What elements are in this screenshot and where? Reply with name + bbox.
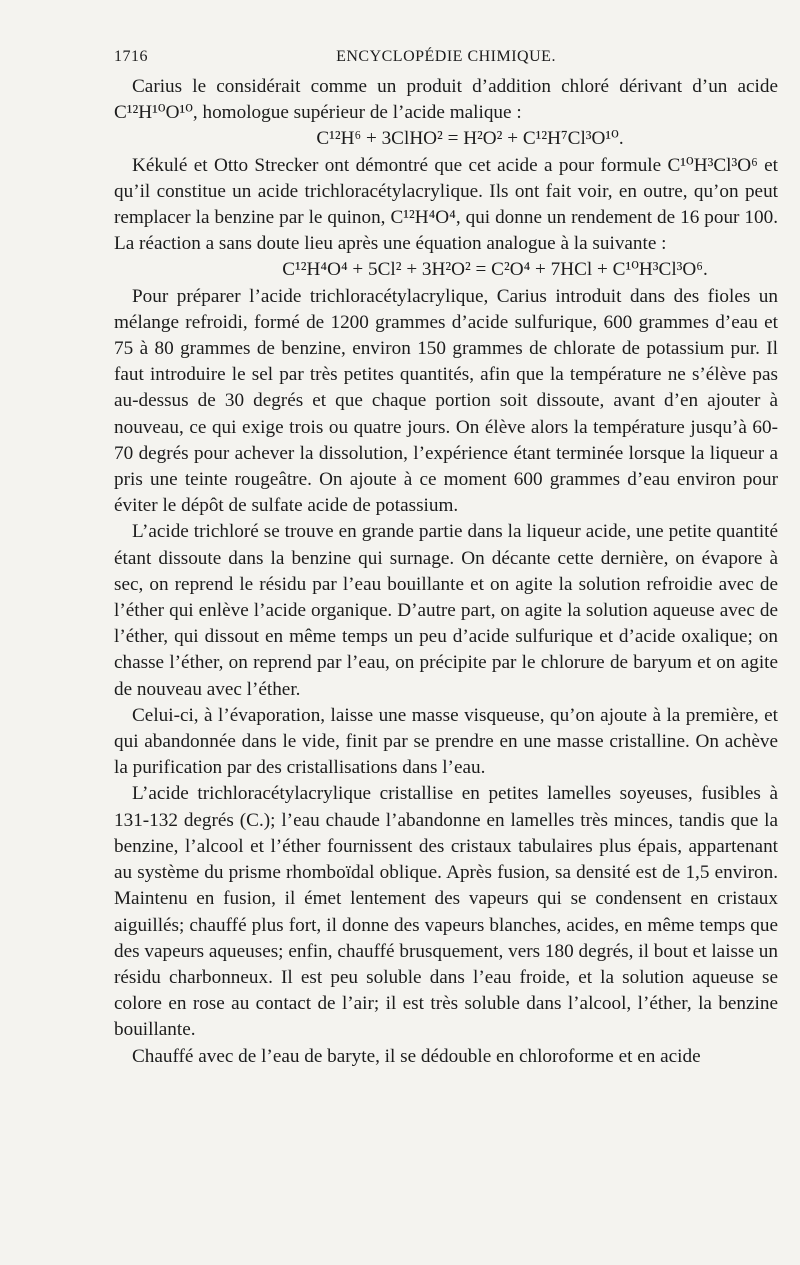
running-title: ENCYCLOPÉDIE CHIMIQUE. [336,48,556,65]
paragraph-6: L’acide trichloracétylacrylique cristallise en petites lamelles soyeuses, fusibles à 131-132 degrés (C.); l’eau chaude l’abandonne en lamelles très minces, tandis que la benzine, l’alcool et l’éther fournissent des cristaux tabulaires plus épais, appartenant au système du prisme rhomboïdal oblique. Après fusion, sa densité est de 1,5 environ. Maintenu en fusion, il émet lentement des vapeurs qui se condensent en cristaux aiguillés; chauffé plus fort, il donne des vapeurs blanches, acides, en même temps que des vapeurs aqueuses; enfin, chauffé brusquement, vers 180 degrés, il bout et laisse un résidu charbonneux. Il est peu soluble dans l’eau froide, et la solution aqueuse se colore en rose au contact de l’air; il est très soluble dans l’alcool, l’éther, la benzine bouillante. [114,783,778,1041]
paragraph-1: Carius le considérait comme un produit d’addition chloré dérivant d’un acide C¹²H¹⁰O¹⁰, homologue supérieur de l’acide malique : [114,76,778,124]
formula-1: C¹²H⁶ + 3ClHO² = H²O² + C¹²H⁷Cl³O¹⁰. [316,128,624,150]
paragraph-3: Pour préparer l’acide trichloracétylacrylique, Carius introduit dans des fioles un mélange refroidi, formé de 1200 grammes d’acide sulfurique, 600 grammes d’eau et 75 à 80 grammes de benzine, environ 150 grammes de chlorate de potassium pur. Il faut introduire le sel par très petites quantités, afin que la température ne s’élève pas au-dessus de 30 degrés et que chaque portion soit dissoute, avant d’en ajouter à nouveau, ce qui exige trois ou quatre jours. On élève alors la température jusqu’à 60-70 degrés pour achever la dissolution, l’expérience étant terminée lorsque la liqueur a pris une teinte rougeâtre. On ajoute à ce moment 600 grammes d’eau environ pour éviter le dépôt de sulfate acide de potassium. [114,285,778,517]
text-body [114,74,778,1070]
paragraph-2: Kékulé et Otto Strecker ont démontré que cet acide a pour formule C¹⁰H³Cl³O⁶ et qu’il constitue un acide trichloracétylacrylique. Ils ont fait voir, en outre, qu’on peut remplacer la benzine par le quinon, C¹²H⁴O⁴, qui donne un rendement de 16 pour 100. La réaction a sans doute lieu après une équation analogue à la suivante : [114,154,778,255]
paragraph-7: Chauffé avec de l’eau de baryte, il se dédouble en chloroforme et en acide [132,1045,701,1067]
page-number: 1716 [114,48,148,65]
paragraph-4: L’acide trichloré se trouve en grande partie dans la liqueur acide, une petite quantité étant dissoute dans la benzine qui surnage. On décante cette dernière, on évapore à sec, on reprend le résidu par l’eau bouillante et on agite la solution refroidie avec de l’éther qui enlève l’acide organique. D’autre part, on agite la solution aqueuse avec de l’éther, qui dissout en même temps un peu d’acide sulfurique et d’acide oxalique; on chasse l’éther, on reprend par l’eau, on précipite par le chlorure de baryum et on agite de nouveau avec l’éther. [114,521,778,700]
page-header [114,48,778,70]
formula-2: C¹²H⁴O⁴ + 5Cl² + 3H²O² = C²O⁴ + 7HCl + C¹⁰H³Cl³O⁶. [282,259,708,281]
paragraph-5: Celui-ci, à l’évaporation, laisse une masse visqueuse, qu’on ajoute à la première, et qui abandonnée dans le vide, finit par se prendre en une masse cristalline. On achève la purification par des cristallisations dans l’eau. [114,704,778,779]
